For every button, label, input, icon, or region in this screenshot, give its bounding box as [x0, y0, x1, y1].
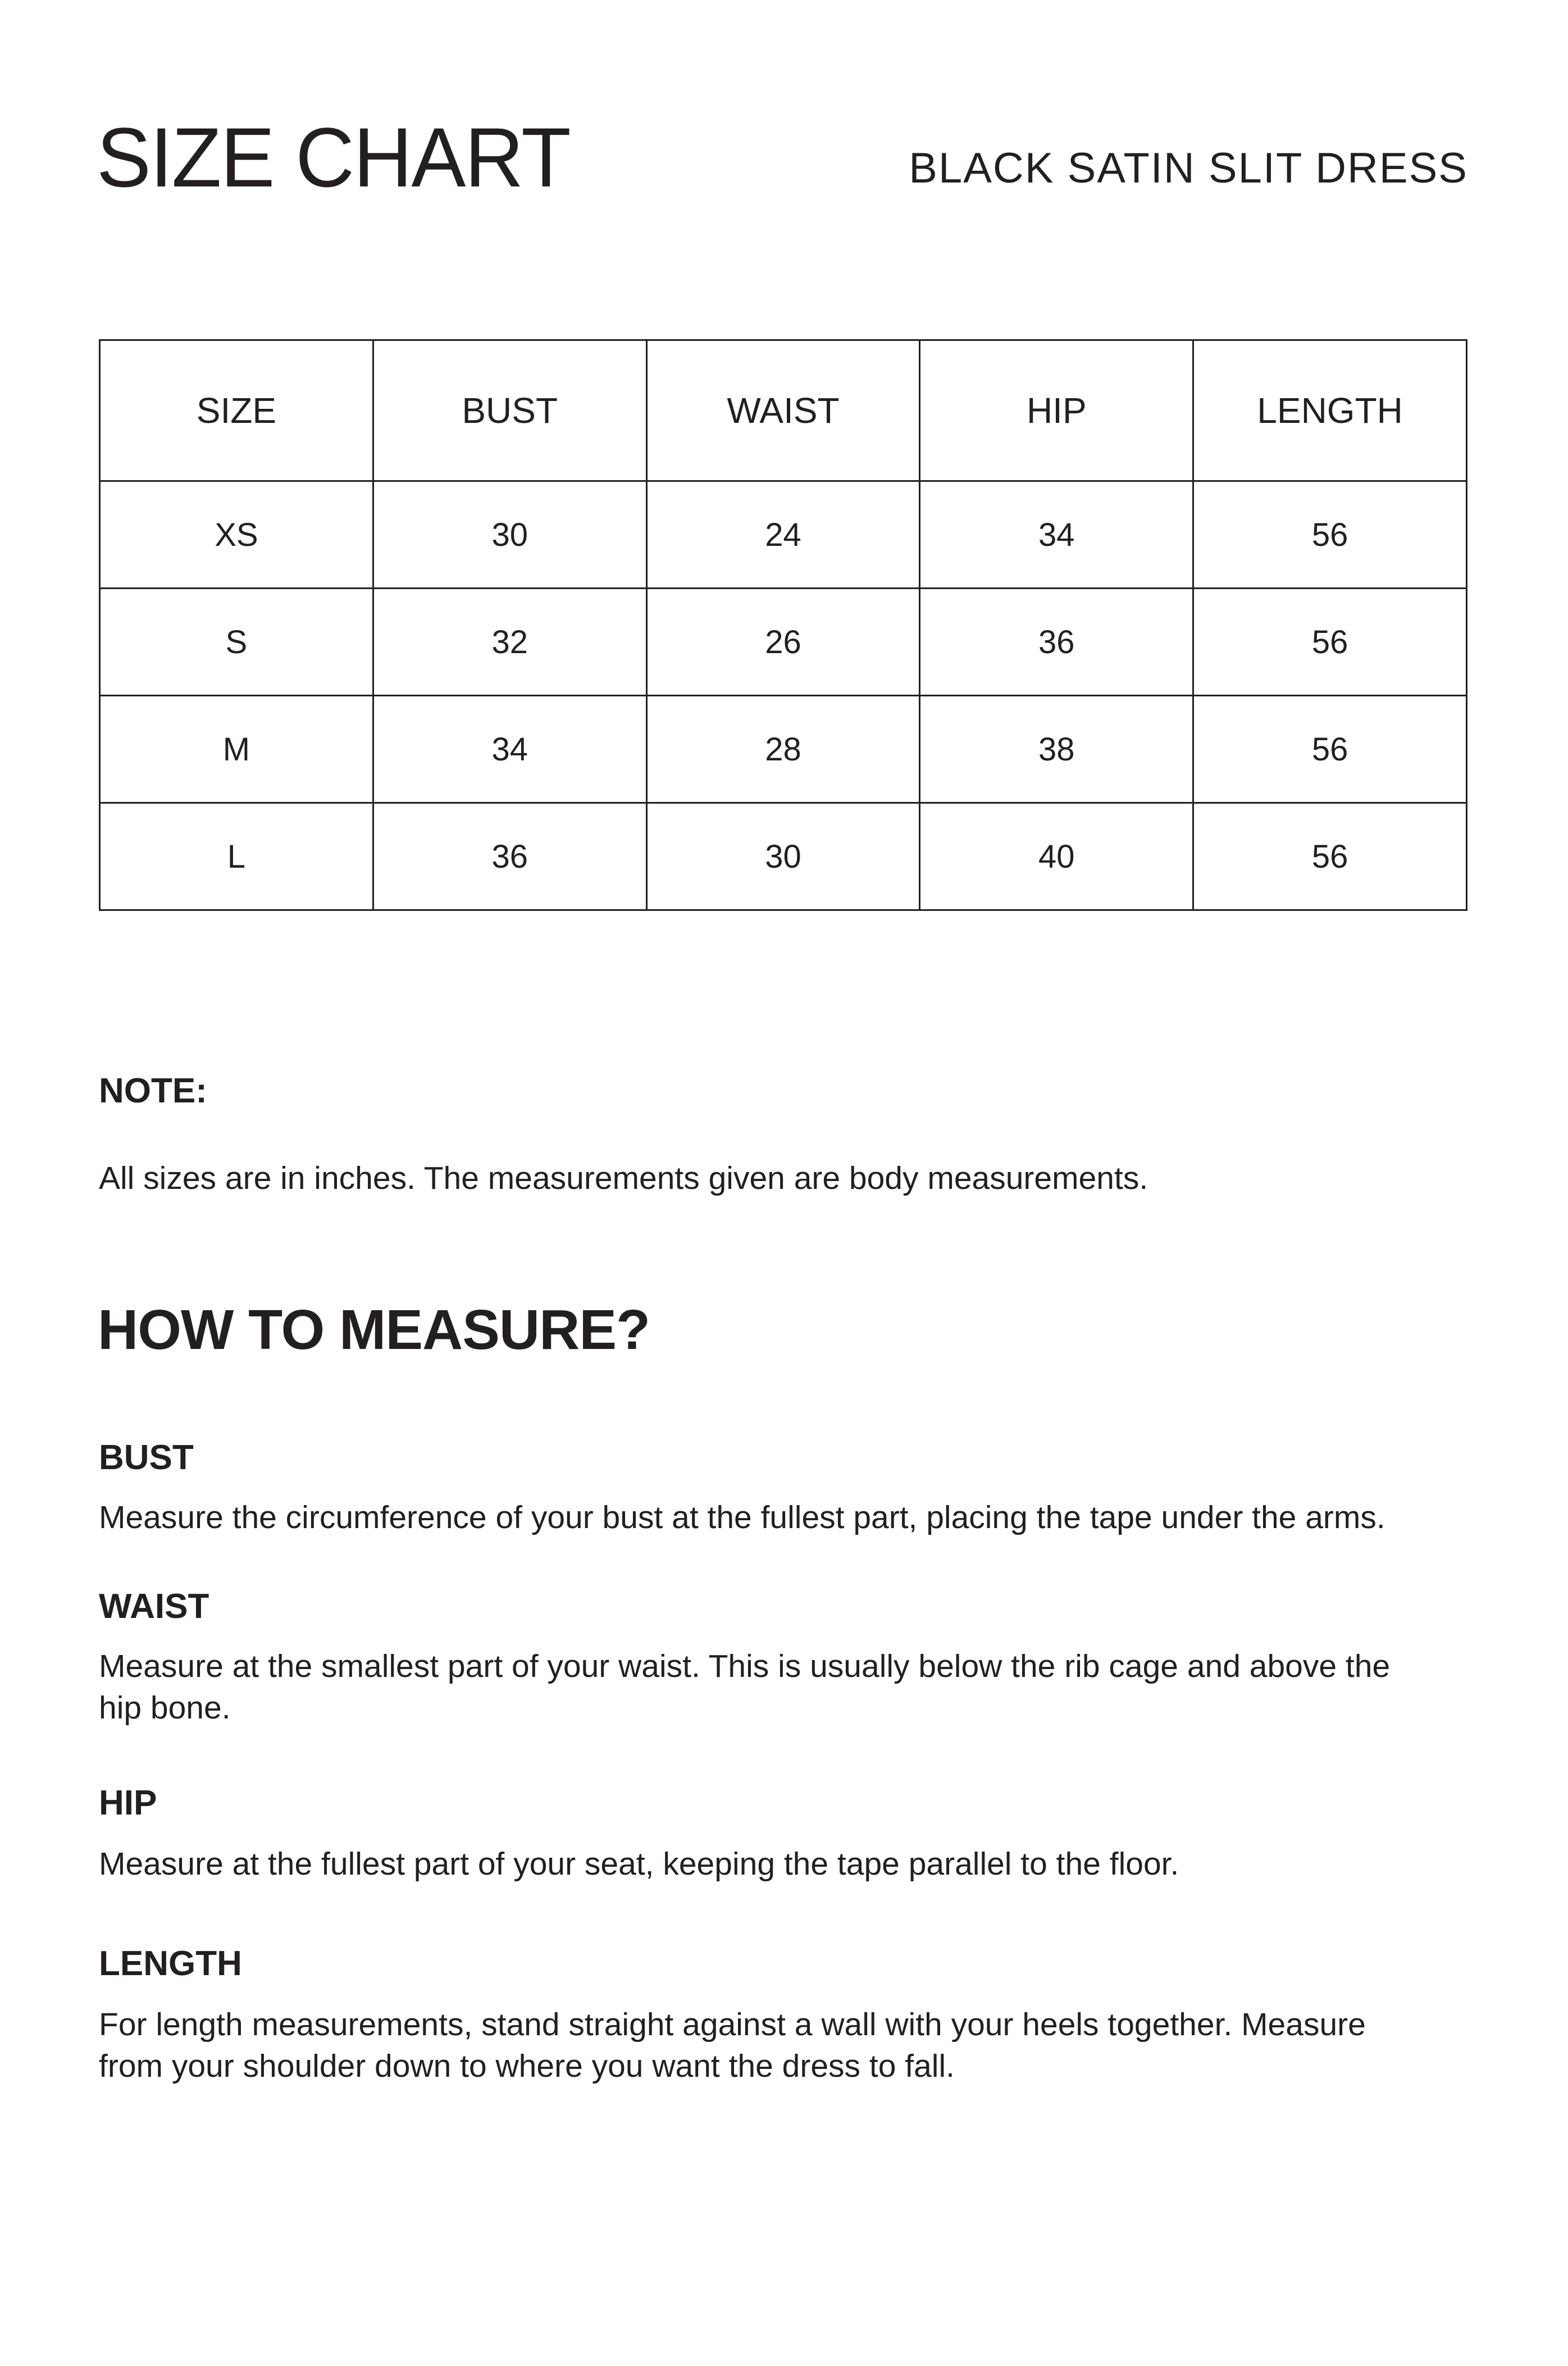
column-header-waist: WAIST — [646, 340, 920, 481]
table-header-row — [100, 340, 1467, 481]
length-cell: 56 — [1193, 481, 1467, 589]
hip-heading: HIP — [99, 1784, 157, 1822]
waist-instructions: Measure at the smallest part of your waist. This is usually below the rib cage and above the hip bone. — [99, 1648, 1391, 1726]
page-title: SIZE CHART — [97, 110, 570, 204]
bust-cell: 34 — [373, 696, 646, 803]
table-row — [100, 696, 1467, 803]
length-heading: LENGTH — [99, 1944, 242, 1983]
size-chart-table — [99, 339, 1467, 911]
size-cell: L — [100, 803, 373, 910]
length-cell: 56 — [1193, 589, 1467, 696]
note-heading: NOTE: — [99, 1072, 207, 1110]
length-cell: 56 — [1193, 696, 1467, 803]
waist-cell: 24 — [646, 481, 920, 589]
table-row — [100, 481, 1467, 589]
hip-cell: 40 — [920, 803, 1193, 910]
table-row — [100, 589, 1467, 696]
bust-cell: 30 — [373, 481, 646, 589]
column-header-length: LENGTH — [1193, 340, 1467, 481]
how-to-measure-heading: HOW TO MEASURE? — [98, 1298, 650, 1361]
table-row — [100, 803, 1467, 910]
size-cell: S — [100, 589, 373, 696]
size-cell: M — [100, 696, 373, 803]
column-header-bust: BUST — [373, 340, 646, 481]
bust-heading: BUST — [99, 1438, 194, 1477]
hip-instructions: Measure at the fullest part of your seat, keeping the tape parallel to the floor. — [99, 1846, 1179, 1882]
waist-cell: 28 — [646, 696, 920, 803]
bust-instructions: Measure the circumference of your bust at the fullest part, placing the tape under the arms. — [99, 1499, 1385, 1535]
waist-heading: WAIST — [99, 1587, 209, 1626]
column-header-hip: HIP — [920, 340, 1193, 481]
column-header-size: SIZE — [100, 340, 373, 481]
note-text: All sizes are in inches. The measurements given are body measurements. — [99, 1160, 1148, 1196]
hip-cell: 36 — [920, 589, 1193, 696]
length-cell: 56 — [1193, 803, 1467, 910]
length-instructions: For length measurements, stand straight against a wall with your heels together. Measure from your shoulder down to where you want the dress to fall. — [99, 2007, 1366, 2084]
size-cell: XS — [100, 481, 373, 589]
hip-cell: 38 — [920, 696, 1193, 803]
waist-cell: 30 — [646, 803, 920, 910]
hip-cell: 34 — [920, 481, 1193, 589]
bust-cell: 36 — [373, 803, 646, 910]
waist-cell: 26 — [646, 589, 920, 696]
bust-cell: 32 — [373, 589, 646, 696]
product-name: BLACK SATIN SLIT DRESS — [909, 144, 1468, 192]
